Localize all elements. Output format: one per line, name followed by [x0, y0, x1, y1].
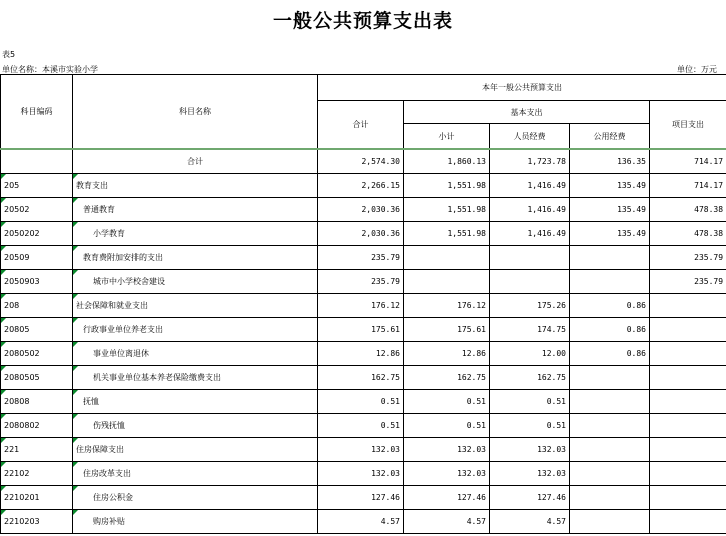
- cell-code: 20502: [1, 197, 73, 221]
- cell-project: [650, 293, 726, 317]
- cell-personnel: 1,416.49: [490, 197, 570, 221]
- cell-code: 20509: [1, 245, 73, 269]
- cell-subtotal: 4.57: [404, 509, 490, 533]
- cell-name: 城市中小学校舍建设: [73, 269, 318, 293]
- cell-name: 社会保障和就业支出: [73, 293, 318, 317]
- cell-project: [650, 485, 726, 509]
- cell-personnel: 0.51: [490, 413, 570, 437]
- cell-public: [570, 413, 650, 437]
- cell-project: 235.79: [650, 269, 726, 293]
- cell-code: 221: [1, 437, 73, 461]
- cell-code: 208: [1, 293, 73, 317]
- cell-project: [650, 389, 726, 413]
- table-row: [1, 173, 726, 197]
- cell-project: 478.38: [650, 221, 726, 245]
- table-row: [1, 461, 726, 485]
- cell-public: [570, 485, 650, 509]
- cell-subtotal: 175.61: [404, 317, 490, 341]
- table-row: [1, 413, 726, 437]
- cell-project: [650, 365, 726, 389]
- cell-total: 4.57: [318, 509, 404, 533]
- header-total: 合计: [318, 101, 404, 150]
- header-current-year: 本年一般公共预算支出: [318, 75, 726, 101]
- cell-public: [570, 269, 650, 293]
- header-basic: 基本支出: [404, 101, 650, 124]
- header-public: 公用经费: [570, 124, 650, 150]
- table-row: [1, 365, 726, 389]
- cell-name: 住房保障支出: [73, 437, 318, 461]
- cell-total: 2,030.36: [318, 197, 404, 221]
- cell-personnel: 1,723.78: [490, 149, 570, 173]
- cell-name: 伤残抚恤: [73, 413, 318, 437]
- cell-code: 2080502: [1, 341, 73, 365]
- table-row: [1, 485, 726, 509]
- cell-project: 714.17: [650, 149, 726, 173]
- cell-code: 2210203: [1, 509, 73, 533]
- cell-public: 0.86: [570, 317, 650, 341]
- cell-subtotal: [404, 245, 490, 269]
- cell-total: 2,266.15: [318, 173, 404, 197]
- table-row: [1, 245, 726, 269]
- cell-personnel: 162.75: [490, 365, 570, 389]
- cell-total: 2,030.36: [318, 221, 404, 245]
- cell-subtotal: 1,551.98: [404, 197, 490, 221]
- cell-subtotal: [404, 269, 490, 293]
- cell-code: 2080505: [1, 365, 73, 389]
- cell-project: [650, 341, 726, 365]
- cell-subtotal: 132.03: [404, 437, 490, 461]
- cell-subtotal: 0.51: [404, 413, 490, 437]
- cell-subtotal: 162.75: [404, 365, 490, 389]
- unit-label: 单位：万元: [677, 65, 717, 74]
- table-row: [1, 341, 726, 365]
- cell-project: 714.17: [650, 173, 726, 197]
- cell-name: 机关事业单位基本养老保险缴费支出: [73, 365, 318, 389]
- cell-personnel: 175.26: [490, 293, 570, 317]
- cell-code: 205: [1, 173, 73, 197]
- cell-subtotal: 176.12: [404, 293, 490, 317]
- cell-name: 教育费附加安排的支出: [73, 245, 318, 269]
- cell-code: [1, 149, 73, 173]
- table-row: [1, 293, 726, 317]
- cell-total: 175.61: [318, 317, 404, 341]
- cell-total: 12.86: [318, 341, 404, 365]
- cell-personnel: 1,416.49: [490, 173, 570, 197]
- table-row: [1, 509, 726, 533]
- cell-name: 普通教育: [73, 197, 318, 221]
- cell-personnel: 132.03: [490, 437, 570, 461]
- cell-personnel: 127.46: [490, 485, 570, 509]
- cell-name: 教育支出: [73, 173, 318, 197]
- table-row: [1, 437, 726, 461]
- cell-personnel: 4.57: [490, 509, 570, 533]
- cell-code: 22102: [1, 461, 73, 485]
- cell-personnel: 1,416.49: [490, 221, 570, 245]
- cell-personnel: [490, 245, 570, 269]
- table-number: 表5: [2, 50, 16, 59]
- cell-subtotal: 1,551.98: [404, 173, 490, 197]
- cell-name: 住房改革支出: [73, 461, 318, 485]
- cell-personnel: [490, 269, 570, 293]
- cell-subtotal: 127.46: [404, 485, 490, 509]
- header-name: 科目名称: [73, 75, 318, 150]
- cell-public: [570, 389, 650, 413]
- table-row: [1, 317, 726, 341]
- cell-public: 0.86: [570, 341, 650, 365]
- cell-code: 2050202: [1, 221, 73, 245]
- cell-name: 行政事业单位养老支出: [73, 317, 318, 341]
- cell-project: [650, 413, 726, 437]
- cell-total: 132.03: [318, 437, 404, 461]
- budget-expenditure-table: [0, 74, 726, 534]
- page-title: 一般公共预算支出表: [272, 10, 453, 32]
- unit-name: 单位名称：本溪市实验小学: [2, 65, 98, 74]
- cell-project: [650, 437, 726, 461]
- cell-project: 235.79: [650, 245, 726, 269]
- cell-personnel: 12.00: [490, 341, 570, 365]
- cell-total: 162.75: [318, 365, 404, 389]
- cell-total: 127.46: [318, 485, 404, 509]
- cell-total: 132.03: [318, 461, 404, 485]
- cell-total: 176.12: [318, 293, 404, 317]
- cell-code: 2080802: [1, 413, 73, 437]
- cell-name: 小学教育: [73, 221, 318, 245]
- cell-public: 135.49: [570, 173, 650, 197]
- cell-project: [650, 461, 726, 485]
- table-row: [1, 269, 726, 293]
- cell-project: 478.38: [650, 197, 726, 221]
- cell-name: 合计: [73, 149, 318, 173]
- cell-personnel: 132.03: [490, 461, 570, 485]
- cell-total: 0.51: [318, 413, 404, 437]
- cell-total: 0.51: [318, 389, 404, 413]
- table-row: [1, 389, 726, 413]
- cell-code: 2210201: [1, 485, 73, 509]
- cell-public: [570, 365, 650, 389]
- cell-code: 20805: [1, 317, 73, 341]
- cell-total: 235.79: [318, 245, 404, 269]
- cell-name: 事业单位离退休: [73, 341, 318, 365]
- cell-project: [650, 509, 726, 533]
- cell-name: 购房补贴: [73, 509, 318, 533]
- cell-public: [570, 437, 650, 461]
- header-project: 项目支出: [650, 101, 726, 150]
- cell-subtotal: 0.51: [404, 389, 490, 413]
- cell-subtotal: 132.03: [404, 461, 490, 485]
- cell-public: 0.86: [570, 293, 650, 317]
- cell-project: [650, 317, 726, 341]
- cell-name: 抚恤: [73, 389, 318, 413]
- cell-public: 136.35: [570, 149, 650, 173]
- header-code: 科目编码: [1, 75, 73, 150]
- cell-total: 2,574.30: [318, 149, 404, 173]
- cell-subtotal: 1,551.98: [404, 221, 490, 245]
- cell-public: [570, 245, 650, 269]
- cell-code: 20808: [1, 389, 73, 413]
- cell-subtotal: 1,860.13: [404, 149, 490, 173]
- cell-public: [570, 509, 650, 533]
- cell-subtotal: 12.86: [404, 341, 490, 365]
- cell-personnel: 174.75: [490, 317, 570, 341]
- cell-public: 135.49: [570, 221, 650, 245]
- cell-public: 135.49: [570, 197, 650, 221]
- cell-total: 235.79: [318, 269, 404, 293]
- header-personnel: 人员经费: [490, 124, 570, 150]
- table-row: [1, 149, 726, 173]
- table-row: [1, 197, 726, 221]
- cell-code: 2050903: [1, 269, 73, 293]
- cell-public: [570, 461, 650, 485]
- header-subtotal: 小计: [404, 124, 490, 150]
- cell-personnel: 0.51: [490, 389, 570, 413]
- cell-name: 住房公积金: [73, 485, 318, 509]
- table-row: [1, 221, 726, 245]
